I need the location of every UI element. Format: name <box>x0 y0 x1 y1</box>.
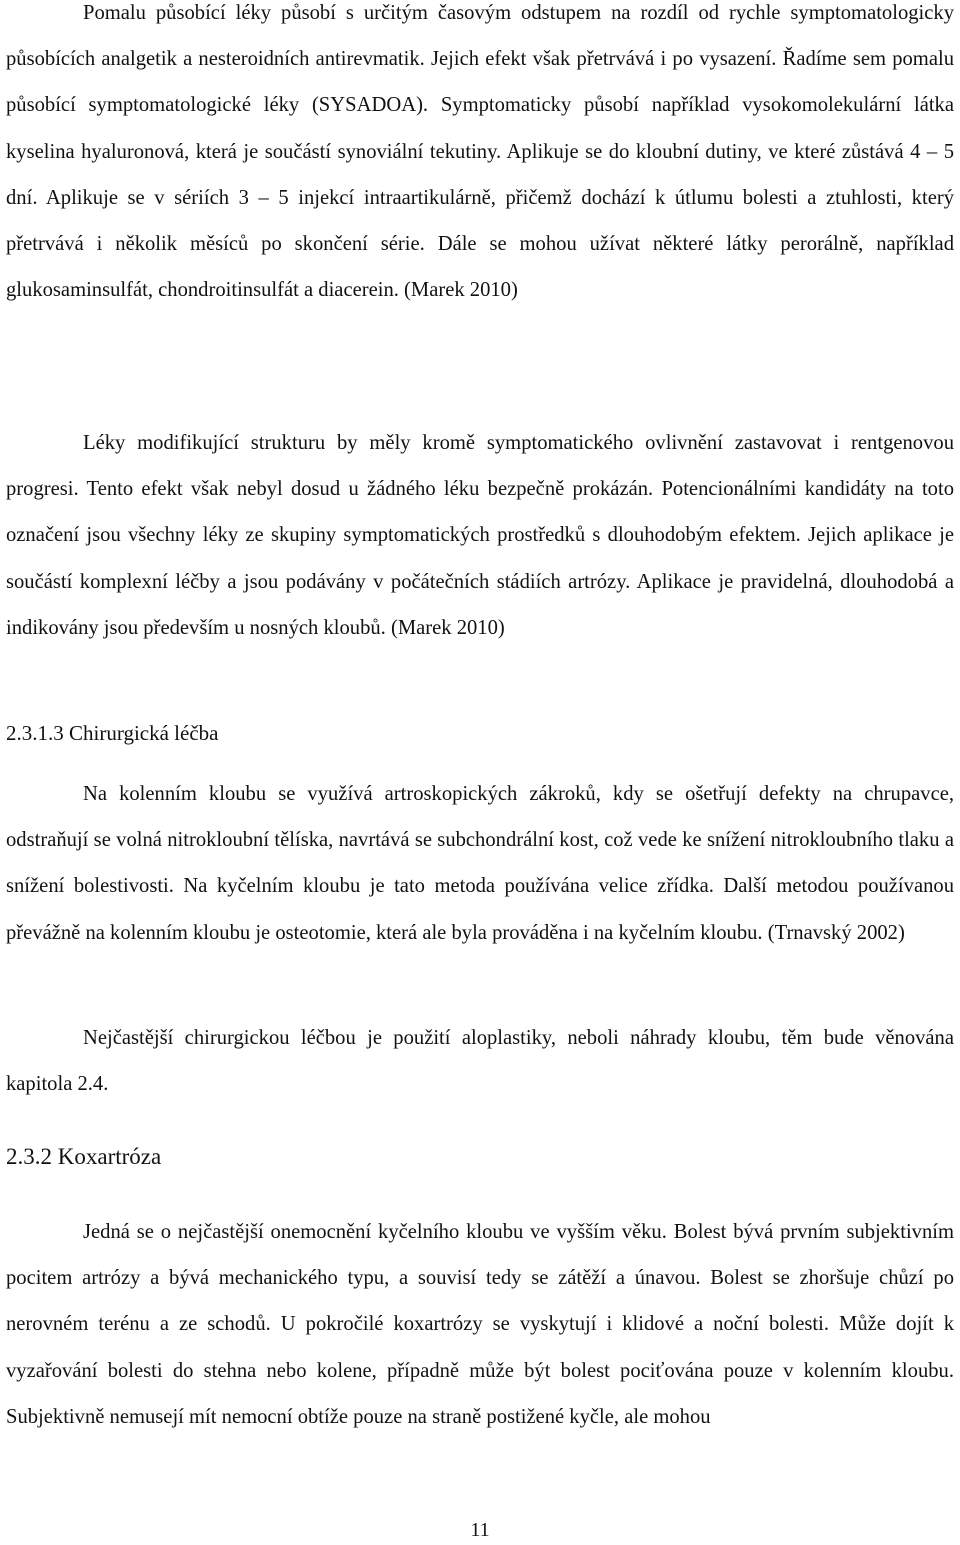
paragraph-coxarthrosis: Jedná se o nejčastější onemocnění kyčelního kloubu ve vyšším věku. Bolest bývá prvním subjektivním pocitem artrózy a bývá mechanického typu, a souvisí tedy se zátěží a únavou. Bolest se zhoršuje chůzí po nerovném terénu a ze schodů. U pokročilé koxartrózy se vyskytují i klidové a noční bolesti. Může dojít k vyzařování bolesti do stehna nebo kolene, případně může být bolest pociťována pouze v kolenním kloubu. Subjektivně nemusejí mít nemocní obtíže pouze na straně postižené kyčle, ale mohou <box>6 1221 954 1428</box>
heading-surgical-treatment: 2.3.1.3 Chirurgická léčba <box>6 721 219 745</box>
paragraph-alloplasty: Nejčastější chirurgickou léčbou je použití aloplastiky, neboli náhrady kloubu, těm bude věnována kapitola 2.4. <box>6 1027 954 1096</box>
paragraph-slow-acting-drugs: Pomalu působící léky působí s určitým časovým odstupem na rozdíl od rychle symptomatologicky působících analgetik a nesteroidních antirevmatik. Jejich efekt však přetrvává i po vysazení. Řadíme sem pomalu působící symptomatologické léky (SYSADOA). Symptomaticky působí například vysokomolekulární látka kyselina hyaluronová, která je součástí synoviální tekutiny. Aplikuje se do kloubní dutiny, ve které zůstává 4 – 5 dní. Aplikuje se v sériích 3 – 5 injekcí intraartikulárně, přičemž dochází k útlumu bolesti a ztuhlosti, který přetrvává i několik měsíců po skončení série. Dále se mohou užívat některé látky perorálně, například glukosaminsulfát, chondroitinsulfát a diacerein. (Marek 2010) <box>6 2 954 302</box>
paragraph-structure-modifying-drugs: Léky modifikující strukturu by měly kromě symptomatického ovlivnění zastavovat i rentgenovou progresi. Tento efekt však nebyl dosud u žádného léku bezpečně prokázán. Potencionálními kandidáty na toto označení jsou všechny léky ze skupiny symptomatických prostředků s dlouhodobým efektem. Jejich aplikace je součástí komplexní léčby a jsou podávány v počátečních stádiích artrózy. Aplikace je pravidelná, dlouhodobá a indikovány jsou především u nosných kloubů. (Marek 2010) <box>6 432 954 639</box>
page-number: 11 <box>470 1519 490 1541</box>
heading-coxarthrosis: 2.3.2 Koxartróza <box>6 1144 162 1169</box>
paragraph-arthroscopy: Na kolenním kloubu se využívá artroskopických zákroků, kdy se ošetřují defekty na chrupavce, odstraňují se volná nitrokloubní tělíska, navrtává se subchondrální kost, což vede ke snížení nitrokloubního tlaku a snížení bolestivosti. Na kyčelním kloubu je tato metoda používána velice zřídka. Další metodou používanou převážně na kolenním kloubu je osteotomie, která ale byla prováděna i na kyčelním kloubu. (Trnavský 2002) <box>6 783 954 944</box>
